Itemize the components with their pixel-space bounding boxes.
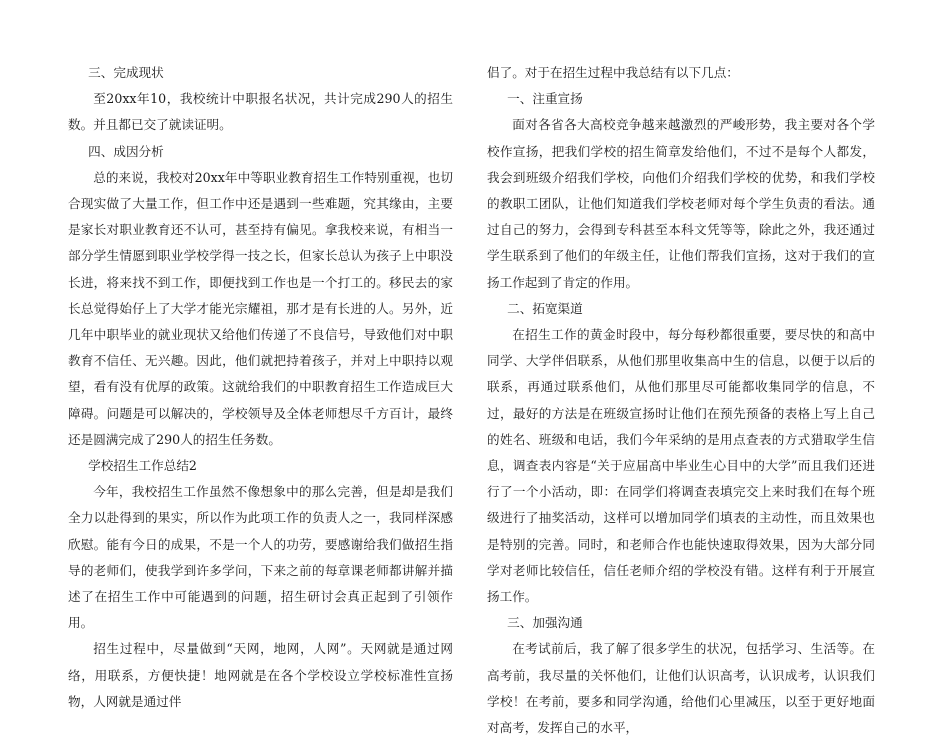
left-column xyxy=(68,60,453,715)
paragraph-broaden-channels: 在招生工作的黄金时段中，每分每秒都很重要，要尽快的和高中同学、大学伴侣联系，从他们那里收集高中生的信息，以便于以后的联系，再通过联系他们，从他们那里尽可能都收集同学的信息，不过，最好的方法是在班级宣扬时让他们在预先预备的表格上写上自己的姓名、班级和电话，我们今年采纳的是用点查表的方式猎取学生信息，调查表内容是“关于应届高中毕业生心目中的大学”而且我们还进行了一个小活动，即：在同学们将调查表填完交上来时我们在每个班级进行了抽奖活动，这样可以增加同学们填表的主动性，而且效果也是特别的完善。同时，和老师合作也能快速取得效果，因为大部分同学对老师比较信任，信任老师介绍的学校没有错。这样有利于开展宣扬工作。 xyxy=(487,327,875,605)
paragraph-continuation: 侣了。对于在招生过程中我总结有以下几点： xyxy=(487,65,739,80)
paragraph-communication: 在考试前后，我了解了很多学生的状况，包括学习、生活等。在高考前，我尽量的关怀他们，让他们认识高考，认识成考，认识我们学校！在考前，要多和同学沟通，给他们心里减压，以至于更好地面对高考，发挥自己的水平， xyxy=(487,641,875,736)
paragraph-recruitment-process: 招生过程中，尽量做到“天网，地网，人网”。天网就是通过网络，用联系，方便快捷！地网就是在各个学校设立学校标准性宣扬物，人网就是通过伴 xyxy=(68,641,453,709)
paragraph-cause-analysis: 总的来说，我校对20xx年中等职业教育招生工作特别重视，也切合现实做了大量工作，但工作中还是遇到一些难题，究其缘由，主要是家长对职业教育还不认可，甚至持有偏见。拿我校来说，有相当一部分学生情愿到职业学校学得一技之长，但家长总认为孩子上中职没长进，将来找不到工作，即便找到工作也是一个打工的。移民去的家长总觉得始仔上了大学才能光宗耀祖，那才是有长进的人。另外，近几年中职毕业的就业现状又给他们传递了不良信号，导致他们对中职教育不信任、无兴趣。因此，他们就把持着孩子，并对上中职持以观望，看有没有优厚的政策。这就给我们的中职教育招生工作造成巨大障碍。问题是可以解决的，学校领导及全体老师想尽千方百计，最终还是圆满完成了290人的招生任务数。 xyxy=(68,169,453,447)
right-column xyxy=(487,60,875,741)
section-heading-publicity: 一、注重宣扬 xyxy=(507,91,583,107)
paragraph-completion-status: 至20xx年10，我校统计中职报名状况，共计完成290人的招生数。并且都已交了就读证明。 xyxy=(68,91,453,133)
section-heading-completion-status: 三、完成现状 xyxy=(88,65,164,80)
section-heading-cause-analysis: 四、成因分析 xyxy=(88,143,164,159)
document-subtitle-summary-2: 学校招生工作总结2 xyxy=(88,458,197,474)
section-heading-communication: 三、加强沟通 xyxy=(507,615,583,631)
paragraph-summary-intro: 今年，我校招生工作虽然不像想象中的那么完善，但是却是我们全力以赴得到的果实，所以作为此项工作的负责人之一，我同样深感欣慰。能有今日的成果，不是一个人的功劳，要感谢给我们做招生指导的老师们，使我学到许多学问，下来之前的每章课老师都讲解并描述了在招生工作中可能遇到的问题，招生研讨会真正起到了引领作用。 xyxy=(68,484,453,631)
paragraph-publicity: 面对各省各大高校竞争越来越激烈的严峻形势，我主要对各个学校作宣扬，把我们学校的招生简章发给他们，不过不是每个人都发，我会到班级介绍我们学校，向他们介绍我们学校的优势，和我们学校的教职工团队，让他们知道我们学校老师对每个学生负责的看法。通过自己的努力，会得到专科甚至本科文凭等等，除此之外，我还通过学生联系到了他们的年级主任，让他们帮我们宣扬，这对于我们的宣扬工作起到了肯定的作用。 xyxy=(487,117,875,290)
section-heading-broaden-channels: 二、拓宽渠道 xyxy=(507,300,583,316)
